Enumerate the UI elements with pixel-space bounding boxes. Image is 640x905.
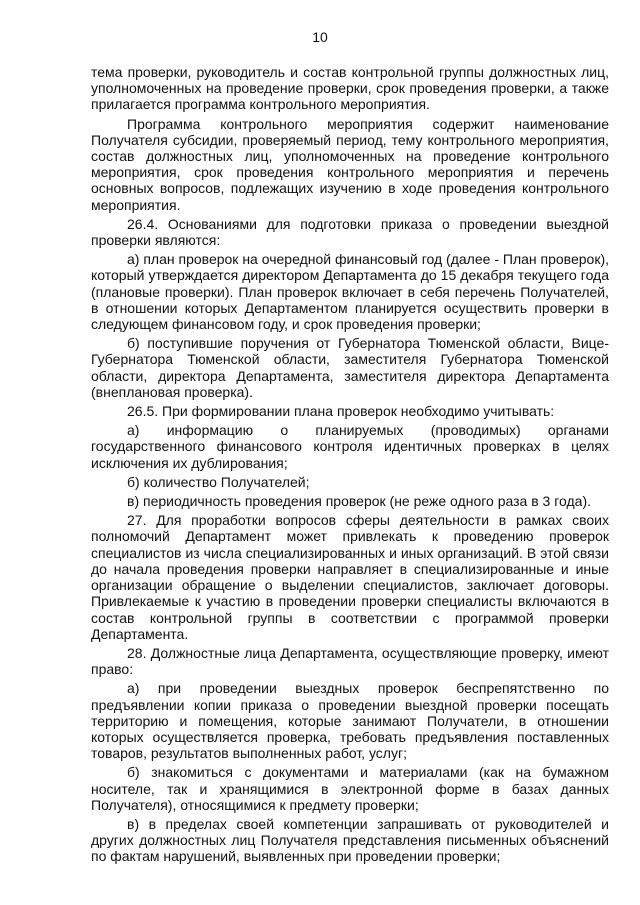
- page-number: 10: [312, 29, 328, 45]
- paragraph: а) при проведении выездных проверок беспрепятственно по предъявлении копии приказа о проведении выездной проверки посещать территорию и помещения, которые занимают Получатели, в отношении которых осуществляется проверка, требовать предъявления поставленных товаров, результатов выполненных работ, услуг;: [91, 680, 609, 762]
- paragraph: 28. Должностные лица Департамента, осуществляющие проверку, имеют право:: [91, 644, 609, 678]
- paragraph: 26.4. Основаниями для подготовки приказа о проведении выездной проверки являются:: [91, 215, 609, 249]
- paragraph: Программа контрольного мероприятия содержит наименование Получателя субсидии, проверяемый период, тему контрольного мероприятия, состав должностных лиц, уполномоченных на проведение контрольного мероприятия, срок проведения контрольного мероприятия и перечень основных вопросов, подлежащих изучению в ходе проведения контрольного мероприятия.: [91, 115, 609, 213]
- paragraph: 26.5. При формировании плана проверок необходимо учитывать:: [127, 403, 555, 420]
- paragraph: б) знакомиться с документами и материалами (как на бумажном носителе, так и хранящимися в электронной форме в базах данных Получателя), относящимися к предмету проверки;: [91, 764, 609, 813]
- paragraph: 27. Для проработки вопросов сферы деятельности в рамках своих полномочий Департамент может привлекать к проведению проверок специалистов из числа специализированных и иных организаций. В этой связи до начала проведения проверки направляет в специализированные и иные организации обращение о выделении специалистов, заключает договоры. Привлекаемые к участию в проведении проверки специалисты включаются в состав контрольной группы в соответствии с программой проверки Департамента.: [91, 512, 609, 642]
- paragraph: а) план проверок на очередной финансовый год (далее - План проверок), который утверждается директором Департамента до 15 декабря текущего года (плановые проверки). План проверок включает в себя перечень Получателей, в отношении которых Департаментом планируется осуществить проверки в следующем финансовом году, и срок проведения проверки;: [91, 251, 609, 333]
- paragraph: тема проверки, руководитель и состав контрольной группы должностных лиц, уполномоченных на проведение проверки, срок проведения проверки, а также прилагается программа контрольного мероприятия.: [91, 64, 609, 113]
- paragraph: б) поступившие поручения от Губернатора Тюменской области, Вице-Губернатора Тюменской области, заместителя Губернатора Тюменской области, директора Департамента, заместителя директора Департамента (внеплановая проверка).: [91, 335, 609, 400]
- paragraph: а) информацию о планируемых (проводимых) органами государственного финансового контроля идентичных проверках в целях исключения их дублирования;: [91, 422, 609, 471]
- paragraph: в) периодичность проведения проверок (не реже одного раза в 3 года).: [127, 493, 591, 510]
- document-body: [91, 64, 609, 868]
- paragraph: в) в пределах своей компетенции запрашивать от руководителей и других должностных лиц Получателя представления письменных объяснений по фактам нарушений, выявленных при проведении проверки;: [91, 815, 609, 865]
- paragraph: б) количество Получателей;: [127, 473, 310, 490]
